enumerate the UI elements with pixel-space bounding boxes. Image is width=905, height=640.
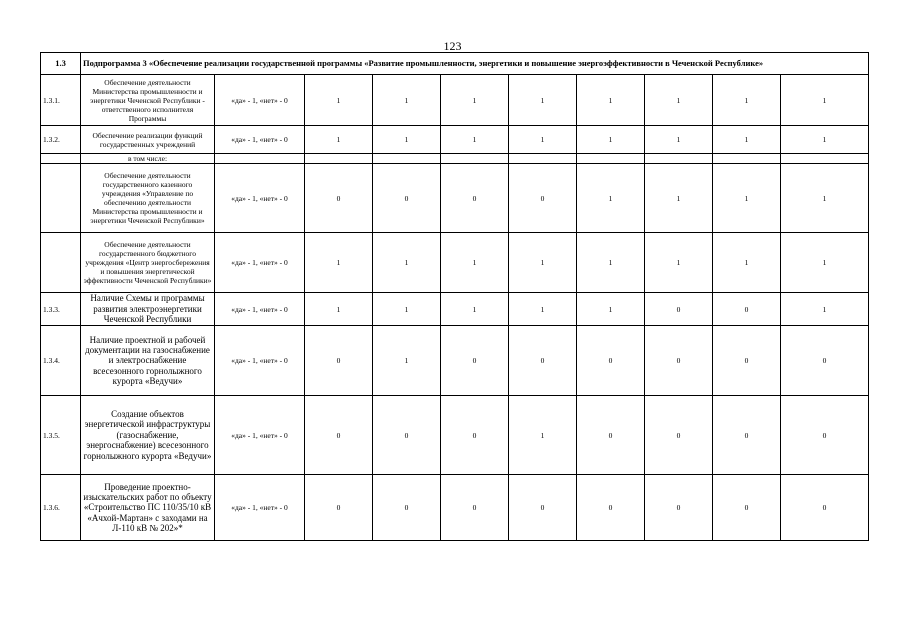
year-value: 0 [441, 326, 509, 396]
year-value: 0 [577, 475, 645, 541]
year-value: 1 [577, 233, 645, 293]
year-value: 0 [373, 164, 441, 233]
year-value: 1 [373, 233, 441, 293]
year-value [645, 154, 713, 164]
year-value [781, 154, 869, 164]
year-value: 0 [781, 475, 869, 541]
year-value: 0 [713, 326, 781, 396]
year-value: 0 [645, 475, 713, 541]
year-value: 0 [441, 164, 509, 233]
year-value [441, 154, 509, 164]
row-number [41, 164, 81, 233]
year-value: 0 [305, 164, 373, 233]
year-value: 0 [577, 396, 645, 475]
indicator-name: Обеспечение реализации функций государственных учреждений [81, 126, 215, 154]
year-value: 1 [373, 326, 441, 396]
year-value: 1 [441, 233, 509, 293]
row-number: 1.3.1. [41, 75, 81, 126]
row-number [41, 154, 81, 164]
table-row [41, 326, 869, 396]
year-value: 1 [577, 126, 645, 154]
row-number: 1.3.2. [41, 126, 81, 154]
year-value: 0 [645, 293, 713, 326]
year-value: 1 [781, 293, 869, 326]
subprogram-header-row [41, 53, 869, 75]
year-value: 1 [509, 233, 577, 293]
table-row [41, 154, 869, 164]
table-row [41, 126, 869, 154]
subprogram-number: 1.3 [41, 53, 81, 75]
year-value: 1 [373, 75, 441, 126]
indicator-name: Проведение проектно-изыскательских работ по объекту «Строительство ПС 110/35/10 кВ «Ачхой-Мартан» с заходами на Л-110 кВ № 202»* [81, 475, 215, 541]
indicator-name: в том числе: [81, 154, 215, 164]
table-row [41, 233, 869, 293]
indicator-name: Обеспечение деятельности государственного бюджетного учреждения «Центр энергосбережения и повышения энергетической эффективности Чеченской Республики» [81, 233, 215, 293]
year-value: 1 [305, 293, 373, 326]
row-number: 1.3.6. [41, 475, 81, 541]
year-value: 1 [441, 293, 509, 326]
indicator-name: Обеспечение деятельности государственного казенного учреждения «Управление по обеспечению деятельности Министерства промышленности и энергетики Чеченской Республики» [81, 164, 215, 233]
table-row [41, 164, 869, 233]
unit-of-measure: «да» - 1, «нет» - 0 [215, 75, 305, 126]
year-value: 1 [713, 126, 781, 154]
year-value: 0 [577, 326, 645, 396]
indicator-name: Наличие Схемы и программы развития электроэнергетики Чеченской Республики [81, 293, 215, 326]
year-value: 1 [577, 293, 645, 326]
year-value: 0 [441, 396, 509, 475]
year-value: 1 [781, 75, 869, 126]
row-number: 1.3.4. [41, 326, 81, 396]
indicator-table [40, 52, 869, 541]
unit-of-measure: «да» - 1, «нет» - 0 [215, 233, 305, 293]
year-value: 0 [781, 396, 869, 475]
year-value: 1 [509, 75, 577, 126]
year-value: 0 [373, 396, 441, 475]
year-value: 1 [781, 233, 869, 293]
year-value [577, 154, 645, 164]
unit-of-measure: «да» - 1, «нет» - 0 [215, 396, 305, 475]
year-value: 1 [713, 164, 781, 233]
year-value: 1 [645, 233, 713, 293]
year-value: 1 [305, 126, 373, 154]
unit-of-measure: «да» - 1, «нет» - 0 [215, 126, 305, 154]
year-value: 1 [781, 126, 869, 154]
year-value: 1 [713, 75, 781, 126]
table-row [41, 293, 869, 326]
table-row [41, 75, 869, 126]
indicator-name: Наличие проектной и рабочей документации на газоснабжение и электроснабжение всесезонного горнолыжного курорта «Ведучи» [81, 326, 215, 396]
row-number: 1.3.3. [41, 293, 81, 326]
year-value: 1 [305, 75, 373, 126]
year-value: 0 [305, 326, 373, 396]
indicator-name: Создание объектов энергетической инфраструктуры (газоснабжение, энергоснабжение) всесезонного горнолыжного курорта «Ведучи» [81, 396, 215, 475]
year-value [373, 154, 441, 164]
year-value [713, 154, 781, 164]
year-value: 0 [373, 475, 441, 541]
year-value: 1 [781, 164, 869, 233]
year-value: 1 [509, 293, 577, 326]
unit-of-measure: «да» - 1, «нет» - 0 [215, 164, 305, 233]
page-number: 123 [443, 39, 462, 53]
year-value: 1 [713, 233, 781, 293]
row-number [41, 233, 81, 293]
year-value [509, 154, 577, 164]
year-value: 0 [509, 164, 577, 233]
table-row [41, 396, 869, 475]
year-value: 1 [441, 75, 509, 126]
year-value: 1 [305, 233, 373, 293]
subprogram-title: Подпрограмма 3 «Обеспечение реализации государственной программы «Развитие промышленности, энергетики и повышение энергоэффективности в Чеченской Республике» [81, 53, 869, 75]
year-value: 1 [577, 75, 645, 126]
year-value: 1 [441, 126, 509, 154]
year-value [305, 154, 373, 164]
year-value: 0 [509, 475, 577, 541]
year-value: 0 [781, 326, 869, 396]
year-value: 1 [645, 164, 713, 233]
year-value: 1 [645, 75, 713, 126]
unit-of-measure: «да» - 1, «нет» - 0 [215, 326, 305, 396]
year-value: 0 [713, 396, 781, 475]
year-value: 1 [373, 293, 441, 326]
year-value: 0 [305, 396, 373, 475]
year-value: 0 [441, 475, 509, 541]
year-value: 0 [713, 475, 781, 541]
year-value: 0 [645, 326, 713, 396]
year-value: 1 [509, 126, 577, 154]
indicator-name: Обеспечение деятельности Министерства промышленности и энергетики Чеченской Республики - ответственного исполнителя Программы [81, 75, 215, 126]
unit-of-measure: «да» - 1, «нет» - 0 [215, 293, 305, 326]
table-row [41, 475, 869, 541]
year-value: 1 [645, 126, 713, 154]
year-value: 1 [577, 164, 645, 233]
year-value: 0 [713, 293, 781, 326]
year-value: 1 [373, 126, 441, 154]
unit-of-measure [215, 154, 305, 164]
year-value: 1 [509, 396, 577, 475]
year-value: 0 [645, 396, 713, 475]
row-number: 1.3.5. [41, 396, 81, 475]
year-value: 0 [509, 326, 577, 396]
year-value: 0 [305, 475, 373, 541]
unit-of-measure: «да» - 1, «нет» - 0 [215, 475, 305, 541]
